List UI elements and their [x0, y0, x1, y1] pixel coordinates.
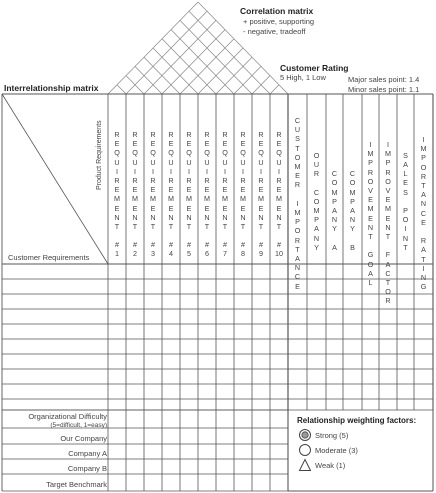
requirement-9-number: # 9	[259, 240, 263, 258]
major-sales-point: Major sales point: 1.4	[348, 75, 420, 84]
correlation-title: Correlation matrix	[240, 6, 314, 16]
requirement-4-header: R E Q U I R E M E N T	[168, 130, 174, 232]
legend-strong: Strong (5)	[315, 431, 349, 440]
requirement-8-number: # 8	[241, 240, 245, 258]
requirement-6-header: R E Q U I R E M E N T	[204, 130, 210, 232]
requirement-10-header: R E Q U I R E M E N T	[276, 130, 282, 232]
legend-moderate: Moderate (3)	[315, 446, 358, 455]
minor-sales-point: Minor sales point: 1.1	[348, 85, 420, 94]
requirement-8-header: R E Q U I R E M E N T	[240, 130, 246, 232]
target-benchmark-label: Target Benchmark	[46, 480, 107, 489]
product-requirements-label: Product Requirements	[96, 120, 103, 190]
rating-column-1-header: C U S T O M E R I M P O R T A N C E	[294, 116, 301, 291]
rating-column-2-header: O U R C O M P A N Y	[313, 150, 320, 252]
requirement-9-header: R E Q U I R E M E N T	[258, 130, 264, 232]
rating-column-4-header: C O M P A N Y B	[349, 169, 356, 252]
strong-circle-icon	[298, 428, 312, 442]
weak-triangle-icon	[298, 458, 312, 472]
rating-column-3-header: C O M P A N Y A	[331, 169, 338, 252]
interrelationship-title: Interrelationship matrix	[4, 83, 99, 93]
customer-rating-scale: 5 High, 1 Low	[280, 73, 326, 82]
requirement-4-number: # 4	[169, 240, 173, 258]
company-b-label: Company B	[67, 464, 107, 473]
requirement-3-number: # 3	[151, 240, 155, 258]
requirement-1-number: # 1	[115, 240, 119, 258]
requirement-1-header: R E Q U I R E M E N T	[114, 130, 120, 232]
company-a-label: Company A	[68, 449, 107, 458]
our-company-label: Our Company	[60, 434, 107, 443]
rating-column-6-header: I M P R O V E M E N T F A C T O R	[385, 140, 391, 306]
customer-rating-title: Customer Rating	[280, 63, 349, 73]
requirement-3-header: R E Q U I R E M E N T	[150, 130, 156, 232]
customer-requirements-label: Customer Requirements	[8, 253, 90, 262]
correlation-negative: - negative, tradeoff	[243, 27, 306, 36]
organizational-difficulty-label: Organizational Difficulty	[28, 412, 107, 421]
requirement-2-header: R E Q U I R E M E N T	[132, 130, 138, 232]
rating-column-8-header: I M P O R T A N C E R A T I N G	[420, 135, 427, 292]
moderate-circle-icon	[298, 443, 312, 457]
corner-diagonal	[2, 94, 108, 264]
difficulty-scale-note: (5=difficult, 1=easy)	[50, 422, 107, 429]
requirement-2-number: # 2	[133, 240, 137, 258]
rating-column-5-header: I M P R O V E M E N T G O A L	[367, 140, 374, 288]
rating-column-7-header: S A L E S P O I N T	[402, 150, 409, 252]
requirement-7-header: R E Q U I R E M E N T	[222, 130, 228, 232]
legend-weak: Weak (1)	[315, 461, 346, 470]
requirement-5-header: R E Q U I R E M E N T	[186, 130, 192, 232]
requirement-10-number: # 10	[275, 240, 283, 258]
legend-title: Relationship weighting factors:	[297, 416, 417, 425]
requirement-6-number: # 6	[205, 240, 209, 258]
correlation-positive: + positive, supporting	[243, 17, 315, 26]
requirement-7-number: # 7	[223, 240, 227, 258]
requirement-5-number: # 5	[187, 240, 191, 258]
